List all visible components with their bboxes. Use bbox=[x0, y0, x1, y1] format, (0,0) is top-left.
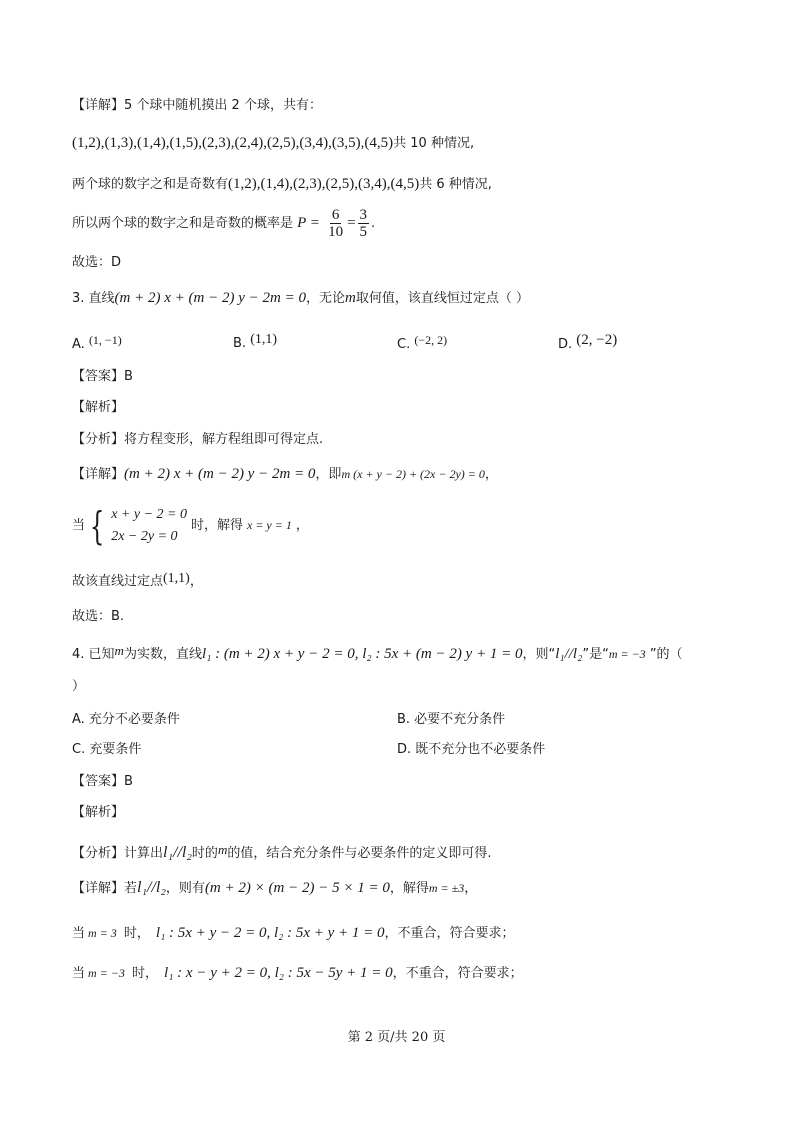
question-3: 3. 直线(m + 2) x + (m − 2) y − 2m = 0，无论m取何值，该直线恒过定点（ ） bbox=[72, 290, 529, 306]
q4-analysis-heading: 【解析】 bbox=[72, 805, 125, 820]
answer-select-d: 故选：D bbox=[72, 255, 122, 270]
q4-option-d: D. 既不充分也不必要条件 bbox=[397, 742, 546, 757]
q4-case-m-neg3: 当 m = −3 时， l₁ : x − y + 2 = 0, l₂ : 5x − 5y + 1 = 0，不重合，符合要求； bbox=[72, 965, 523, 981]
q3-detail: 【详解】(m + 2) x + (m − 2) y − 2m = 0，即m (x + y − 2) + (2x − 2y) = 0， bbox=[72, 466, 498, 482]
q3-answer: 【答案】B bbox=[72, 369, 133, 384]
question-4-close: ） bbox=[72, 679, 86, 694]
q3-option-a: A. (1, −1) bbox=[72, 333, 122, 352]
q3-system: 当 { x + y − 2 = 0 2x − 2y = 0 时，解得 x = y = 1 ， bbox=[72, 503, 309, 548]
q3-fixed-point: 故该直线过定点(1,1)， bbox=[72, 571, 203, 589]
q4-option-c: C. 充要条件 bbox=[72, 742, 142, 757]
pair-list-math: (1,2),(1,3),(1,4),(1,5),(2,3),(2,4),(2,5),(3,4),(3,5),(4,5) bbox=[72, 135, 394, 151]
pair-list: (1,2),(1,3),(1,4),(1,5),(2,3),(2,4),(2,5),(3,4),(3,5),(4,5)共 10 种情况, bbox=[72, 135, 475, 151]
question-4: 4. 已知m为实数，直线l₁ : (m + 2) x + y − 2 = 0, l₂ : 5x + (m − 2) y + 1 = 0，则“l₁//l₂”是“m = −3 ”的（ bbox=[72, 643, 683, 662]
q4-analysis: 【分析】计算出l₁//l₂时的m的值，结合充分条件与必要条件的定义即可得. bbox=[72, 842, 492, 861]
q4-answer: 【答案】B bbox=[72, 774, 133, 789]
equation-system: { x + y − 2 = 0 2x − 2y = 0 bbox=[89, 503, 187, 548]
q3-option-d: D. (2, −2) bbox=[558, 332, 618, 352]
probability-line: 所以两个球的数字之和是奇数的概率是 P = $\frac{6}{10}$ = $\frac{3}{5}$ . bbox=[72, 207, 376, 240]
q3-analysis-heading: 【解析】 bbox=[72, 400, 125, 415]
odd-sum-pairs-math: (1,2),(1,4),(2,3),(2,5),(3,4),(4,5) bbox=[228, 176, 420, 192]
left-brace-icon: { bbox=[89, 503, 105, 548]
fraction-3-5: $\frac{3}{5}$ bbox=[359, 207, 368, 240]
q4-case-m-3: 当 m = 3 时， l₁ : 5x + y − 2 = 0, l₂ : 5x + y + 1 = 0，不重合，符合要求； bbox=[72, 925, 515, 941]
q4-lines: l₁ : (m + 2) x + y − 2 = 0, l₂ : 5x + (m − 2) y + 1 = 0 bbox=[201, 646, 523, 662]
q3-analysis: 【分析】将方程变形，解方程组即可得定点. bbox=[72, 432, 324, 447]
q4-detail: 【详解】若l₁//l₂，则有(m + 2) × (m − 2) − 5 × 1 = 0，解得m = ±3， bbox=[72, 879, 478, 896]
q3-option-b: B. (1,1) bbox=[233, 332, 278, 351]
q4-option-a: A. 充分不必要条件 bbox=[72, 712, 180, 727]
q3-equation: (m + 2) x + (m − 2) y − 2m = 0 bbox=[114, 290, 306, 306]
page-number: 第 2 页/共 20 页 bbox=[347, 1030, 446, 1045]
detail-intro: 【详解】5 个球中随机摸出 2 个球，共有： bbox=[72, 98, 322, 113]
q3-option-c: C. (−2, 2) bbox=[397, 333, 448, 352]
q4-option-b: B. 必要不充分条件 bbox=[397, 712, 506, 727]
q3-select: 故选：B. bbox=[72, 609, 125, 624]
fraction-6-10: $\frac{6}{10}$ bbox=[328, 207, 344, 240]
odd-sum-pairs: 两个球的数字之和是奇数有(1,2),(1,4),(2,3),(2,5),(3,4),(4,5)共 6 种情况, bbox=[72, 176, 492, 192]
